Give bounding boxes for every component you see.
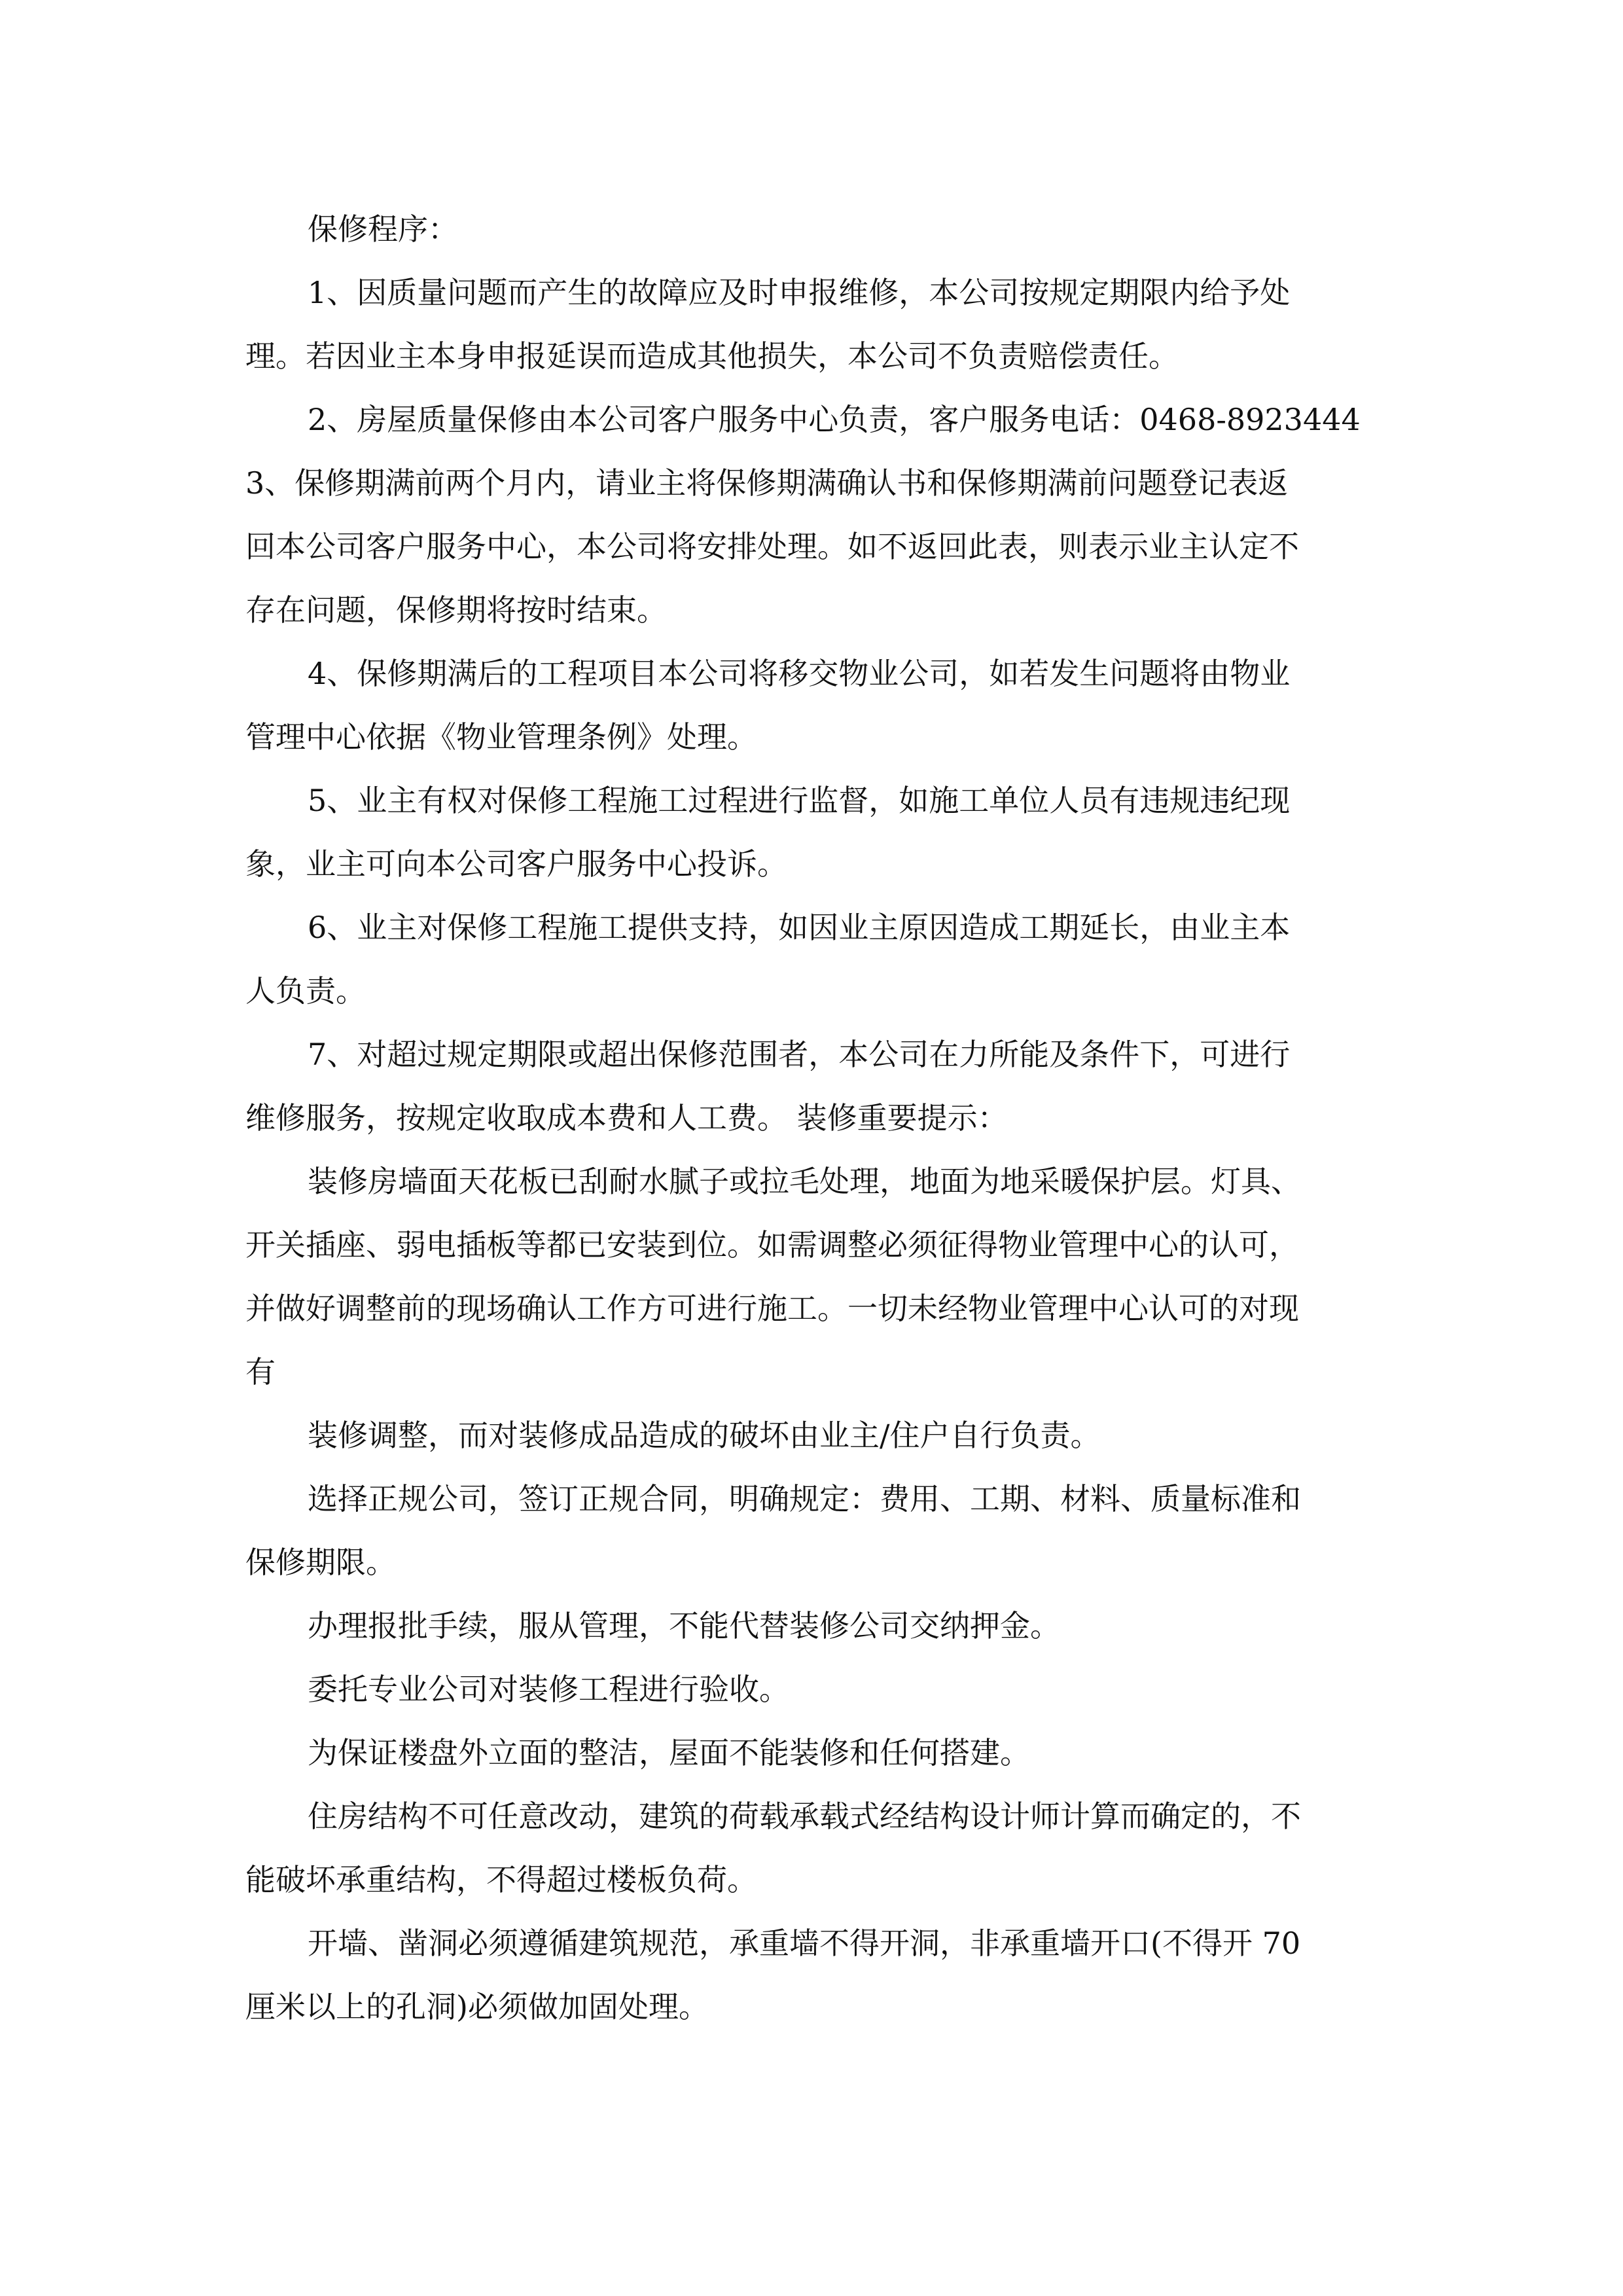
text-line: 4、保修期满后的工程项目本公司将移交物业公司，如若发生问题将由物业: [308, 656, 1291, 691]
text-line: 委托专业公司对装修工程进行验收。: [308, 1672, 789, 1707]
text-line: 管理中心依据《物业管理条例》处理。: [245, 719, 757, 755]
text-line: 5、业主有权对保修工程施工过程进行监督，如施工单位人员有违规违纪现: [308, 783, 1291, 818]
text-line: 维修服务，按规定收取成本费和人工费。 装修重要提示：: [245, 1100, 1008, 1136]
text-line: 为保证楼盘外立面的整洁，屋面不能装修和任何搭建。: [308, 1735, 1030, 1770]
text-line: 有: [245, 1354, 276, 1390]
text-line: 办理报批手续，服从管理，不能代替装修公司交纳押金。: [308, 1608, 1060, 1643]
text-line: 开关插座、弱电插板等都已安装到位。如需调整必须征得物业管理中心的认可，: [245, 1227, 1299, 1263]
text-line: 7、对超过规定期限或超出保修范围者，本公司在力所能及条件下，可进行: [308, 1037, 1291, 1072]
text-line: 并做好调整前的现场确认工作方可进行施工。一切未经物业管理中心认可的对现: [245, 1291, 1299, 1326]
text-line: 人负责。: [245, 973, 366, 1009]
text-line: 选择正规公司，签订正规合同，明确规定：费用、工期、材料、质量标准和: [308, 1481, 1301, 1516]
text-line: 开墙、凿洞必须遵循建筑规范，承重墙不得开洞，非承重墙开口(不得开 70: [308, 1926, 1301, 1961]
text-line: 回本公司客户服务中心，本公司将安排处理。如不返回此表，则表示业主认定不: [245, 529, 1299, 564]
text-line: 装修房墙面天花板已刮耐水腻子或拉毛处理，地面为地采暖保护层。灯具、: [308, 1164, 1301, 1199]
text-line: 象，业主可向本公司客户服务中心投诉。: [245, 846, 787, 882]
text-line: 能破坏承重结构，不得超过楼板负荷。: [245, 1862, 757, 1897]
section-heading: 保修程序：: [308, 211, 458, 247]
text-line: 1、因质量问题而产生的故障应及时申报维修，本公司按规定期限内给予处: [308, 275, 1291, 310]
text-line: 厘米以上的孔洞)必须做加固处理。: [245, 1989, 709, 2024]
text-line: 装修调整，而对装修成品造成的破坏由业主/住户自行负责。: [308, 1418, 1101, 1453]
text-line: 保修期限。: [245, 1545, 396, 1580]
text-line: 住房结构不可任意改动，建筑的荷载承载式经结构设计师计算而确定的，不: [308, 1799, 1301, 1834]
text-line: 3、保修期满前两个月内，请业主将保修期满确认书和保修期满前问题登记表返: [245, 465, 1289, 501]
text-line: 存在问题，保修期将按时结束。: [245, 592, 667, 628]
text-line: 理。若因业主本身申报延误而造成其他损失，本公司不负责赔偿责任。: [245, 338, 1179, 374]
text-line: 6、业主对保修工程施工提供支持，如因业主原因造成工期延长，由业主本: [308, 910, 1291, 945]
text-line: 2、房屋质量保修由本公司客户服务中心负责，客户服务电话：0468-8923444: [308, 402, 1361, 437]
